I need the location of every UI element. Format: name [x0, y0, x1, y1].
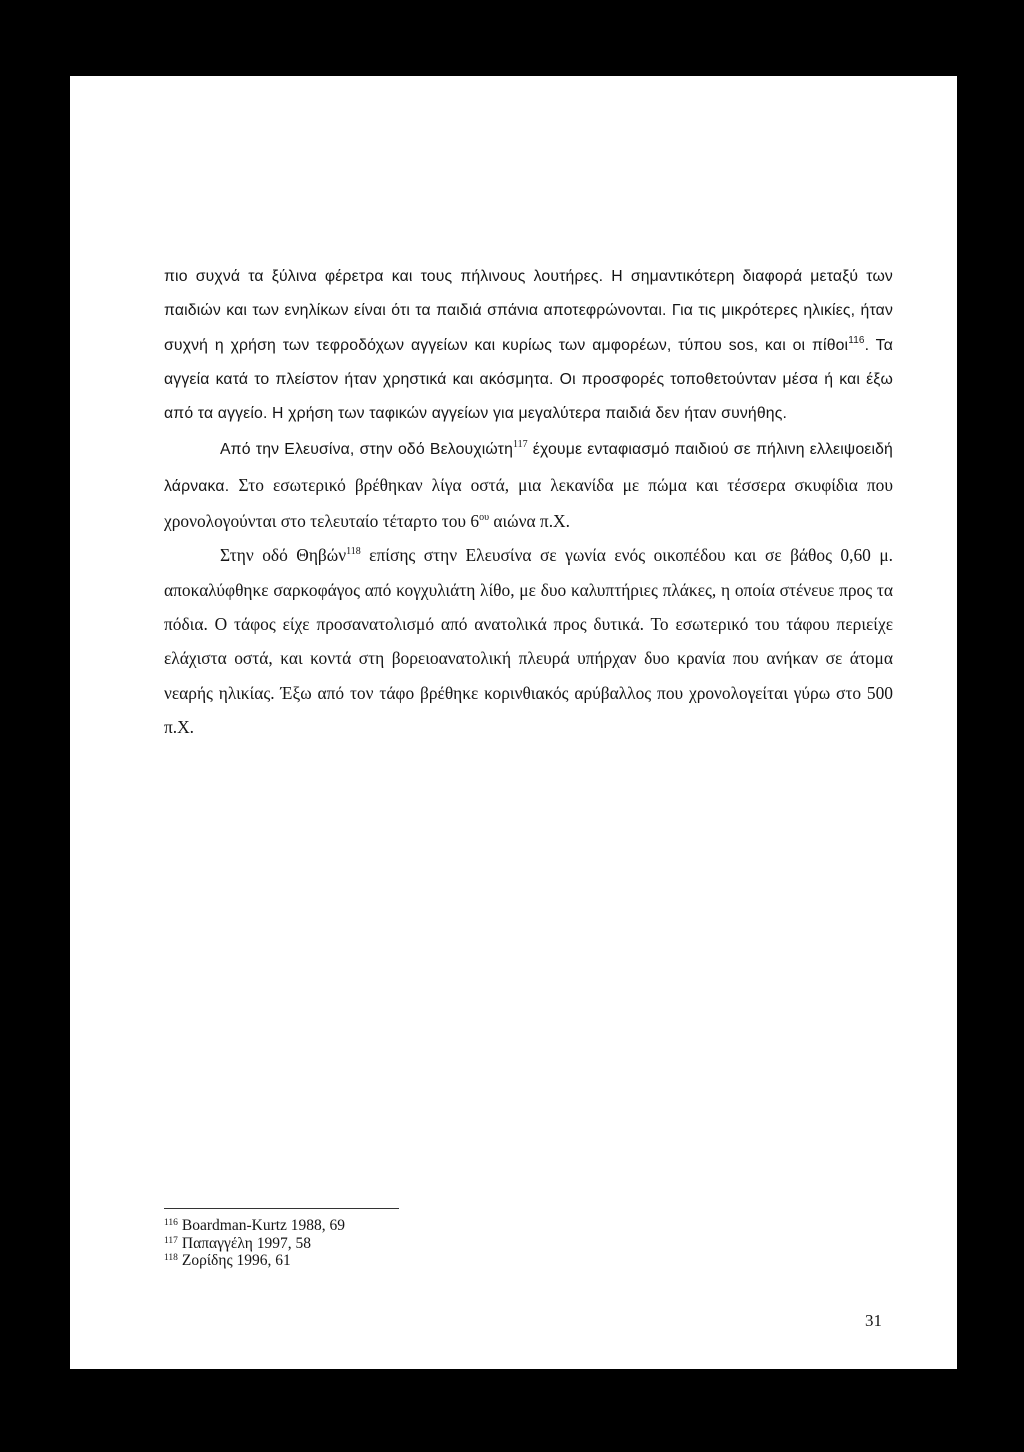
footnote-ref-117[interactable]: 117: [513, 439, 528, 451]
footnotes: [164, 1217, 664, 1270]
footnote-ref-118[interactable]: 118: [346, 546, 361, 558]
paragraph-1: πιο συχνά τα ξύλινα φέρετρα και τους πήλινους λουτήρες. Η σημαντικότερη διαφορά μεταξύ των παιδιών και των ενηλίκων είναι ότι τα παιδιά σπάνια αποτεφρώνονται. Για τις μικρότερες ηλικίες, ήταν συχνή η χρήση των τεφροδόχων αγγείων και κυρίως των αμφορέων, τύπου sos, και οι πίθοι$^{116}$. Τα αγγεία κατά το πλείστον ήταν χρηστικά και ακόσμητα. Οι προσφορές τοποθετούνταν μέσα ή και έξω από τα αγγείο. Η χρήση των ταφικών αγγείων για μεγαλύτερα παιδιά δεν ήταν συνήθης.: [164, 268, 893, 423]
ordinal-suffix: ου: [479, 512, 490, 524]
page-number: 31: [865, 1311, 882, 1330]
body-text: [164, 260, 893, 744]
paragraph-3: Στην οδό Θηβών$^{118}$ επίσης στην Ελευσίνα σε γωνία ενός οικοπέδου και σε βάθος 0,60 μ. αποκαλύφθηκε σαρκοφάγος από κογχυλιάτη λίθο, με δυο καλυπτήριες πλάκες, η οποία στένευε προς τα πόδια. Ο τάφος είχε προσανατολισμό από ανατολικά προς δυτικά. Το εσωτερικό του τάφου περιείχε ελάχιστα οστά, και κοντά στη βορειοανατολική πλευρά υπήρχαν δυο κρανία που ανήκαν σε άτομα νεαρής ηλικίας. Έξω από τον τάφο βρέθηκε κορινθιακός αρύβαλλος που χρονολογείται γύρω στο 500 π.Χ.: [164, 545, 893, 737]
footnote-separator: [164, 1208, 399, 1209]
footnote-118: $^{118}$ Ζορίδης 1996, 61: [164, 1252, 291, 1270]
footnote-ref-116[interactable]: 116: [848, 334, 865, 346]
footnote-116: $^{116}$ Boardman-Kurtz 1988, 69: [164, 1217, 346, 1234]
footnote-117: $^{117}$ Παπαγγέλη 1997, 58: [164, 1234, 311, 1252]
paragraph-2: Από την Ελευσίνα, στην οδό Βελουχιώτη$^{117}$ έχουμε ενταφιασμό παιδιού σε πήλινη ελλειψοειδή λάρνακα. Στο εσωτερικό βρέθηκαν λίγα οστά, μια λεκανίδα με πώμα και τέσσερα σκυφίδια που χρονολογούνται στο τελευταίο τέταρτο του $6^{o\upsilon}$ αιώνα π.Χ.: [164, 439, 893, 532]
document-page: [70, 76, 957, 1369]
